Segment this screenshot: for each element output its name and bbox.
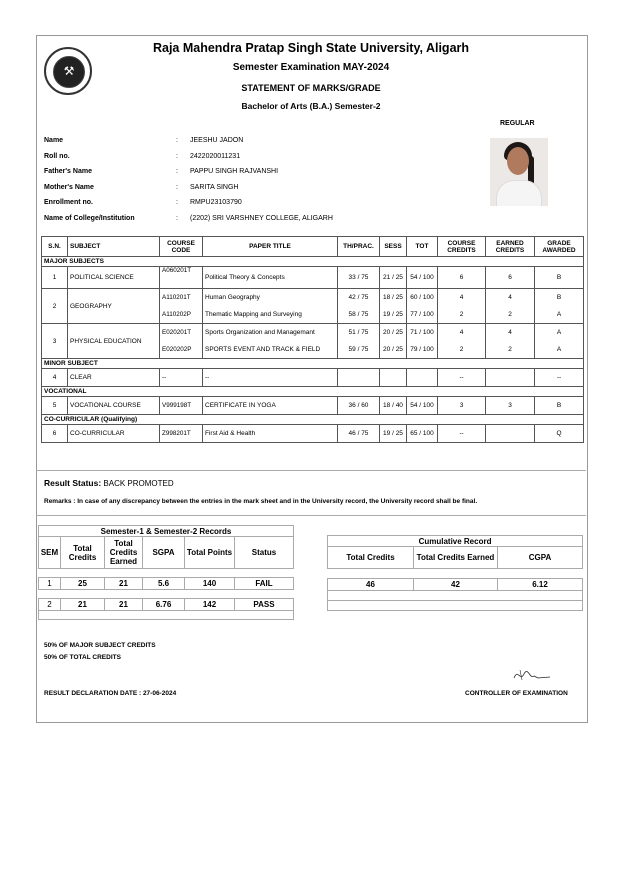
section-major: MAJOR SUBJECTS xyxy=(42,257,584,267)
section-cocurricular: CO-CURRICULAR (Qualifying) xyxy=(42,415,584,425)
exam-title: Semester Examination MAY-2024 xyxy=(232,62,390,73)
result-status: Result Status: BACK PROMOTED xyxy=(44,478,174,488)
semester-records-table: Semester-1 & Semester-2 Records SEM Total Credits Total Credits Earned SGPA Total Points Status 1 25 21 5.6 140 FAIL 2 21 21 6.76 142 PASS xyxy=(38,525,294,620)
marks-header-row: S.N. SUBJECT COURSE CODE PAPER TITLE TH/PRAC. SESS TOT COURSE CREDITS EARNED CREDITS GRADE AWARDED xyxy=(42,237,584,257)
controller-title: CONTROLLER OF EXAMINATION xyxy=(465,690,568,697)
university-seal-icon: ⚒ xyxy=(44,47,92,95)
note-major-credits: 50% OF MAJOR SUBJECT CREDITS xyxy=(44,642,156,649)
regular-tag: REGULAR xyxy=(500,120,535,127)
table-row: 5 VOCATIONAL COURSE V999198T CERTIFICATE IN YOGA 36 / 60 18 / 40 54 / 100 3 3 B xyxy=(42,397,584,415)
statement-title: STATEMENT OF MARKS/GRADE xyxy=(241,83,381,93)
divider xyxy=(36,470,586,471)
remarks-text: Remarks : In case of any discrepancy between the entries in the mark sheet and in the University record, the University record shall be final. xyxy=(44,498,478,505)
table-row: 2 GEOGRAPHY A110201T A110202P Human Geography Thematic Mapping and Surveying 42 / 75 58 / 75 18 / 25 19 / 25 60 / 100 77 / 100 4 2 4 2 B A xyxy=(42,289,584,324)
table-row: 46 42 6.12 xyxy=(328,579,583,591)
table-row: 4 CLEAR -- -- -- -- xyxy=(42,369,584,387)
university-title: Raja Mahendra Pratap Singh State University, Aligarh xyxy=(152,41,470,55)
table-row: 1 25 21 5.6 140 FAIL xyxy=(39,578,294,590)
cumulative-record-table: Cumulative Record Total Credits Total Credits Earned CGPA 46 42 6.12 xyxy=(327,535,583,611)
table-row: 2 21 21 6.76 142 PASS xyxy=(39,599,294,611)
table-row: 3 PHYSICAL EDUCATION E020201T E020202P Sports Organization and Managemant SPORTS EVENT AND TRACK & FIELD 51 / 75 59 / 75 20 / 25 20 / 25 71 / 100 79 / 100 4 2 4 2 A A xyxy=(42,324,584,359)
declaration-date: RESULT DECLARATION DATE : 27-06-2024 xyxy=(44,690,177,697)
controller-signature xyxy=(512,666,552,686)
section-minor: MINOR SUBJECT xyxy=(42,359,584,369)
table-row: 1 POLITICAL SCIENCE A060201T Political Theory & Concepts 33 / 75 21 / 25 54 / 100 6 6 B xyxy=(42,267,584,289)
note-total-credits: 50% OF TOTAL CREDITS xyxy=(44,654,121,661)
table-row: 6 CO-CURRICULAR Z998201T First Aid & Health 46 / 75 19 / 25 65 / 100 -- Q xyxy=(42,425,584,443)
divider xyxy=(36,515,586,516)
programme-title: Bachelor of Arts (B.A.) Semester-2 xyxy=(241,101,381,111)
section-vocational: VOCATIONAL xyxy=(42,387,584,397)
marks-table xyxy=(41,236,584,443)
student-photo xyxy=(490,138,548,206)
